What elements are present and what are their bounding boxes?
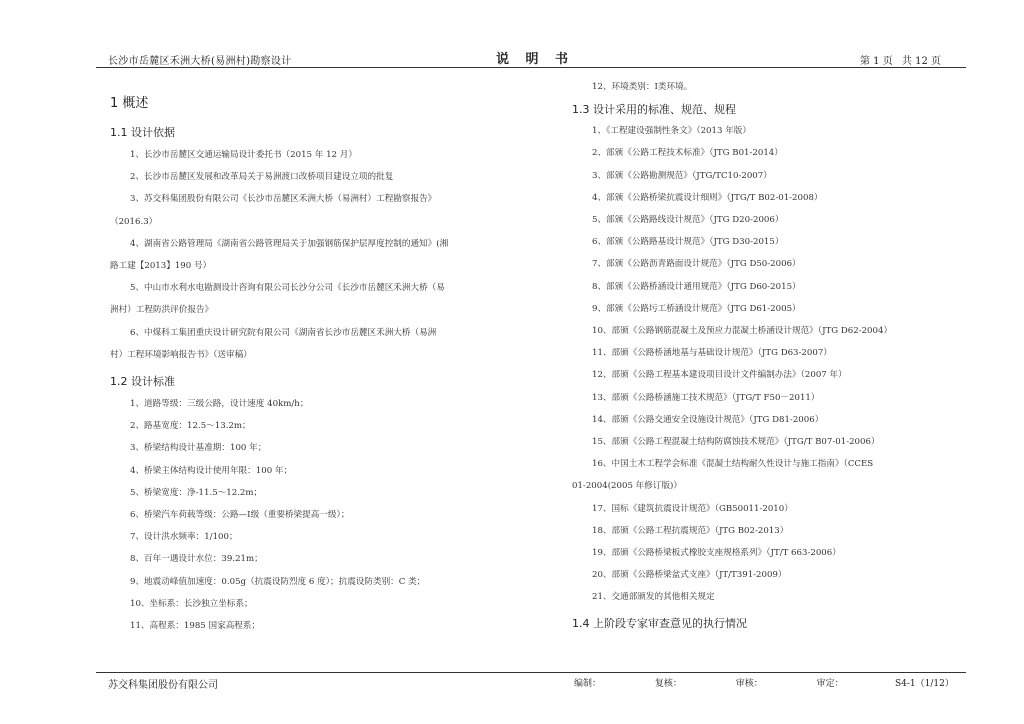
list-item-cont: 村）工程环境影响报告书》（送审稿） [110,349,252,360]
list-item: 6、中煤科工集团重庆设计研究院有限公司《湖南省长沙市岳麓区禾洲大桥（易洲 [130,327,437,338]
list-item: 14、部颁《公路交通安全设施设计规范》（JTG D81-2006） [592,414,824,425]
section-1-1-title: 1.1 设计依据 [110,126,175,139]
list-item: 6、部颁《公路路基设计规范》（JTG D30-2015） [592,237,784,248]
footer-signoff [574,676,895,689]
list-item: 2、部颁《公路工程技术标准》（JTG B01-2014） [592,148,783,159]
header-rule [96,67,966,68]
footer-label-check: 审核： [735,679,763,689]
list-item: 17、国标《建筑抗震设计规范》（GB50011-2010） [592,503,793,514]
section-1-2-title: 1.2 设计标准 [110,375,175,389]
list-item: 20、部颁《公路桥梁盆式支座》（JT/T391-2009） [592,570,787,581]
list-item: 4、部颁《公路桥梁抗震设计细则》（JTG/T B02-01-2008） [592,192,823,203]
list-item: 7、设计洪水频率：1/100； [130,532,238,543]
header-page-info [860,52,947,67]
footer-label-approve: 审定： [816,679,844,689]
list-item: 12、部颁《公路工程基本建设项目设计文件编制办法》（2007 年） [592,370,847,381]
header-doc-title: 说 明 书 [495,52,575,67]
list-item: 4、桥梁主体结构设计使用年限：100 年； [130,465,293,476]
list-item-cont: 01-2004(2005 年修订版)） [572,481,682,492]
header-page-label: 第 1 页 [860,56,893,67]
footer-label-review: 复核： [654,679,682,689]
list-item-cont: 洲村）工程防洪评价报告》 [110,305,214,316]
list-item: 2、路基宽度：12.5～13.2m； [130,421,251,432]
section-1-3-title: 1.3 设计采用的标准、规范、规程 [572,103,736,117]
list-item: 19、部颁《公路桥梁板式橡胶支座规格系列》（JT/T 663-2006） [592,548,841,559]
header-total-label: 共 12 页 [901,56,942,67]
left-column [110,76,505,637]
list-item: 8、百年一遇设计水位：39.21m； [130,554,263,565]
list-item-cont: （2016.3） [110,216,158,227]
footer-page-code: S4-1（1/12） [895,679,954,689]
list-item: 4、湖南省公路管理局《湖南省公路管理局关于加强钢筋保护层厚度控制的通知》(湘 [130,238,449,249]
list-item: 9、地震动峰值加速度：0.05g（抗震设防烈度 6 度）；抗震设防类别：C 类； [130,576,426,587]
list-item: 10、部颁《公路钢筋混凝土及预应力混凝土桥涵设计规范》（JTG D62-2004） [592,326,893,337]
section-1-title: 1 概述 [110,96,149,111]
list-item: 11、部颁《公路桥涵地基与基础设计规范》（JTG D63-2007） [592,348,832,359]
list-item: 5、桥梁宽度：净-11.5～12.2m； [130,487,263,498]
list-item: 16、中国土木工程学会标准《混凝土结构耐久性设计与施工指南》（CCES [592,459,874,470]
footer-rule [96,672,966,673]
list-item: 1、《工程建设强制性条文》（2013 年版） [592,126,751,137]
footer-company: 苏交科集团股份有限公司 [108,680,218,691]
list-item: 8、部颁《公路桥涵设计通用规范》（JTG D60-2015） [592,281,801,292]
list-item: 5、部颁《公路路线设计规范》（JTG D20-2006） [592,215,784,226]
list-item: 11、高程系：1985 国家高程系； [130,621,261,632]
section-1-4-title: 1.4 上阶段专家审查意见的执行情况 [572,616,747,630]
list-item: 7、部颁《公路沥青路面设计规范》（JTG D50-2006） [592,259,801,270]
header-project: 长沙市岳麓区禾洲大桥(易洲村)勘察设计 [108,56,292,67]
list-item: 6、桥梁汽车荷载等级：公路—Ⅰ级（重要桥梁提高一级）； [130,510,350,521]
right-column [572,76,964,631]
list-item: 3、苏交科集团股份有限公司《长沙市岳麓区禾洲大桥（易洲村）工程勘察报告》 [130,194,437,205]
list-item: 21、交通部颁发的其他相关规定 [592,592,715,603]
list-item: 10、坐标系：长沙独立坐标系； [130,598,253,609]
list-item-cont: 路工建【2013】190 号） [110,261,212,272]
list-item: 2、长沙市岳麓区发展和改革局关于易洲渡口改桥项目建设立项的批复 [130,172,394,183]
list-item: 18、部颁《公路工程抗震规范》（JTG B02-2013） [592,525,789,536]
list-item: 15、部颁《公路工程混凝土结构防腐蚀技术规范》（JTG/T B07-01-2006） [592,437,880,448]
list-item: 9、部颁《公路圬工桥涵设计规范》（JTG D61-2005） [592,303,801,314]
list-item: 1、道路等级：三级公路，设计速度 40km/h； [130,399,309,410]
list-item: 1、长沙市岳麓区交通运输局设计委托书（2015 年 12 月） [130,150,357,160]
list-item: 12、环境类别：Ⅰ类环境。 [592,82,693,92]
list-item: 3、部颁《公路勘测规范》（JTG/TC10-2007） [592,170,772,181]
list-item: 3、桥梁结构设计基准期：100 年； [130,443,267,454]
footer-label-compile: 编制： [574,679,602,689]
list-item: 5、中山市水利水电勘测设计咨询有限公司长沙分公司《长沙市岳麓区禾洲大桥（易 [130,283,445,294]
list-item: 13、部颁《公路桥涵施工技术规范》（JTG/T F50－2011） [592,392,820,403]
